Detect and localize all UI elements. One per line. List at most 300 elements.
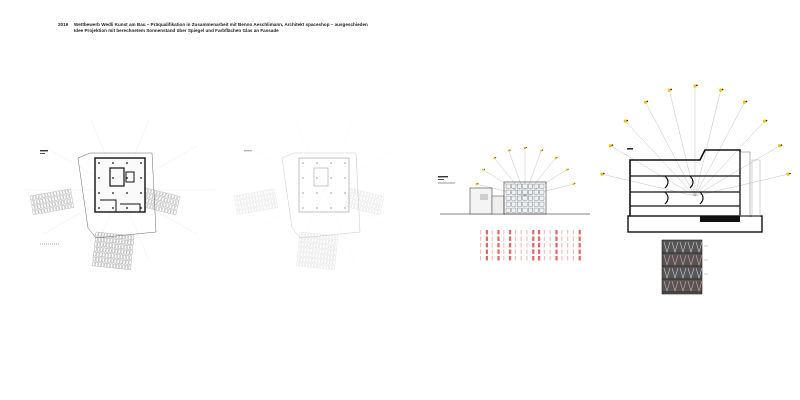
facade-window [523,208,527,212]
parking-stall [310,248,313,252]
parking-stall [148,189,151,193]
parking-stall [177,196,180,200]
parking-stall [272,189,275,193]
parking-stall [315,259,318,263]
pattern-cell [486,250,488,254]
pattern-cell [567,243,568,247]
parking-stall [128,235,131,239]
parking-stall [263,206,266,210]
parking-stall [266,205,269,209]
pattern-cell [573,237,574,241]
facade-window [523,196,527,200]
pattern-cell [503,230,504,234]
sun-dot [574,183,575,184]
pattern-cell [480,243,481,247]
parking-stall [100,248,103,252]
column-dot [112,192,114,194]
column-dot [126,192,128,194]
pattern-cell [532,230,534,234]
context-line [324,146,401,190]
pattern-cell [509,250,511,254]
pattern-cell [567,237,568,241]
parking-stall [130,251,133,255]
parking-stall [300,257,303,261]
parking-stall [129,261,132,265]
parking-stall [168,194,171,198]
pattern-cell [550,243,551,247]
sun-ray [695,90,721,196]
parking-stall [113,264,116,268]
parking-stall [127,250,130,254]
parking-stall [247,198,250,202]
parking-stall [71,204,74,208]
parking-stall [167,199,170,203]
parking-stall [379,206,382,210]
parking-stall [326,265,329,269]
facade-window [523,202,527,206]
pattern-cell [486,256,488,260]
parking-stall [299,242,302,246]
parking-stall [111,259,114,263]
column-dot [140,192,142,194]
sun-dot [746,101,748,103]
facade-window [534,202,538,206]
sun-icon [668,89,671,92]
column-dot [112,177,114,179]
column-dot [112,207,114,209]
parking-stall [96,252,99,256]
column-dot [316,162,318,164]
plan-1-parking-left [30,189,74,215]
facade-window [534,184,538,188]
sun-dot [781,144,783,146]
parking-stall [252,192,255,196]
parking-stall [378,195,381,199]
parking-stall [175,206,178,210]
parking-stall [261,191,264,195]
parking-stall [365,197,368,201]
sun-dot [627,120,629,122]
parking-stall [369,208,372,212]
pattern-cell [521,237,522,241]
sun-icon [719,89,722,92]
parking-stall [122,265,125,269]
parking-stall [259,196,262,200]
parking-stall [332,240,335,244]
parking-stall [329,235,332,239]
parking-stall [40,199,43,203]
sun-dot [603,173,605,175]
pattern-cell [555,250,557,254]
parking-stall [302,262,305,266]
parking-stall [350,198,353,202]
parking-stall [245,209,248,213]
facade-window [540,196,544,200]
parking-stall [160,192,163,196]
sun-icon [743,101,746,104]
parking-stall [51,192,54,196]
sun-icon [493,157,495,159]
parking-stall [235,201,238,205]
pattern-cell [521,243,522,247]
pattern-cell [532,256,534,260]
parking-stall [33,210,36,214]
parking-stall [57,196,60,200]
parking-stall [124,245,127,249]
parking-stall [254,207,257,211]
pattern-cell [492,256,493,260]
parking-stall [271,199,274,203]
parking-stall [320,234,323,238]
facade-window [534,208,538,212]
sun-dot [722,89,724,91]
parking-stall [370,204,373,208]
pattern-cell [579,237,581,241]
parking-stall [253,197,256,201]
parking-stall [367,203,370,207]
building-section [600,84,791,232]
column-dot [302,192,304,194]
parking-stall [168,209,171,213]
parking-stall [322,249,325,253]
facade-window [512,202,516,206]
pattern-cell [544,230,545,234]
parking-stall [41,209,44,213]
facade-window [506,196,510,200]
parking-stall [248,203,251,207]
column-dot [316,192,318,194]
column-dot [140,207,142,209]
parking-stall [334,251,337,255]
pattern-cell [579,230,581,234]
facade-window [528,196,532,200]
parking-stall [327,255,330,259]
parking-stall [56,206,59,210]
parking-stall [114,254,117,258]
parking-stall [157,201,160,205]
parking-stall [371,199,374,203]
sun-ray [525,151,541,196]
pattern-cell [526,230,527,234]
parking-stall [151,200,154,204]
pattern-cell [509,237,511,241]
parking-stall [157,191,160,195]
parking-stall [272,204,275,208]
parking-stall [96,257,99,261]
parking-stall [97,247,100,251]
parking-stall [159,207,162,211]
parking-stall [66,194,69,198]
parking-stall [112,249,115,253]
pattern-cell [544,237,545,241]
parking-stall [372,194,375,198]
parking-stall [332,235,335,239]
sun-ray [625,121,695,196]
parking-stall [274,199,277,203]
sun-dot [477,183,478,184]
parking-stall [304,248,307,252]
parking-stall [324,260,327,264]
pattern-cell [561,243,562,247]
pattern-cell [579,256,581,260]
pattern-cell [492,237,493,241]
description-line-2: Idee Projektion mit berechnetem Sonnenstand über Spiegel und Farbflächen Glas an Fassade [74,28,279,33]
parking-stall [118,249,121,253]
parking-stall [322,244,325,248]
parking-stall [173,211,176,215]
parking-stall [128,266,131,270]
parking-stall [63,195,66,199]
parking-stall [115,244,118,248]
pattern-cell [503,243,504,247]
parking-stall [321,259,324,263]
parking-stall [62,190,65,194]
parking-stall [55,196,58,200]
parking-stall [349,188,352,192]
parking-stall [360,206,363,210]
parking-stall [101,243,104,247]
pattern-cell [486,237,488,241]
pattern-cell [538,256,540,260]
floor-plan-1 [25,119,215,270]
facade-window [540,202,544,206]
pattern-cell [497,256,499,260]
parking-stall [165,208,168,212]
parking-stall [127,245,130,249]
parking-stall [308,263,311,267]
pattern-cell [492,230,493,234]
parking-stall [128,240,131,244]
parking-stall [264,190,267,194]
facade-window [534,196,538,200]
elevation-small-facade [506,184,544,212]
parking-stall [120,255,123,259]
parking-stall [162,192,165,196]
pattern-cell [532,237,534,241]
parking-stall [173,200,176,204]
parking-stall [366,208,369,212]
parking-stall [273,194,276,198]
sun-dot [556,157,557,158]
column-dot [302,177,304,179]
pattern-cell [538,230,540,234]
parking-stall [251,203,254,207]
column-dot [344,207,346,209]
sun-dot [526,147,527,148]
sun-icon [787,173,790,176]
parking-stall [30,196,33,200]
facade-window [540,190,544,194]
parking-stall [316,249,319,253]
parking-stall [155,196,158,200]
parking-stall [60,190,63,194]
parking-stall [243,194,246,198]
parking-stall [376,205,379,209]
pattern-cell [509,230,511,234]
parking-stall [166,204,169,208]
parking-stall [366,192,369,196]
pattern-cell [544,243,545,247]
parking-stall [361,201,364,205]
parking-stall [121,250,124,254]
parking-stall [112,244,115,248]
parking-stall [373,204,376,208]
parking-stall [275,204,278,208]
parking-stall [102,258,105,262]
parking-stall [259,201,262,205]
parking-stall [43,198,46,202]
parking-stall [39,209,42,213]
parking-stall [123,255,126,259]
parking-stall [99,257,102,261]
parking-stall [147,204,150,208]
parking-stall [150,205,153,209]
parking-stall [102,253,105,257]
pattern-cell [492,250,493,254]
elevation-small-sun-icons [475,147,575,185]
pattern-cell [486,230,488,234]
parking-stall [328,245,331,249]
parking-stall [108,253,111,257]
parking-stall [69,194,72,198]
parking-stall [256,197,259,201]
parking-stall [375,195,378,199]
pattern-cell [573,250,574,254]
parking-stall [368,198,371,202]
parking-stall [237,195,240,199]
pattern-cell [503,256,504,260]
sun-icon [524,147,526,149]
parking-stall [59,206,62,210]
parking-stall [32,205,35,209]
parking-stall [36,195,39,199]
parking-stall [126,255,129,259]
parking-stall [257,207,260,211]
pattern-cell [486,243,488,247]
parking-stall [31,201,34,205]
column-dot [330,162,332,164]
parking-stall [245,204,248,208]
parking-stall [49,197,52,201]
parking-stall [380,201,383,205]
parking-stall [50,207,53,211]
parking-stall [147,194,150,198]
sun-dot [495,157,496,158]
pattern-cell [538,237,540,241]
parking-stall [123,260,126,264]
parking-stall [93,257,96,261]
parking-stall [300,232,303,236]
pattern-cell [515,250,516,254]
parking-stall [37,200,40,204]
sun-dot [568,169,569,170]
parking-stall [120,260,123,264]
parking-stall [110,264,113,268]
parking-stall [308,238,311,242]
parking-stall [170,199,173,203]
parking-stall [305,263,308,267]
pattern-cell [544,250,545,254]
parking-stall [297,257,300,261]
pattern-cell [555,256,557,260]
parking-stall [330,255,333,259]
parking-stall [311,263,314,267]
pattern-cell [567,256,568,260]
parking-stall [105,258,108,262]
parking-stall [377,200,380,204]
parking-stall [125,265,128,269]
parking-stall [68,204,71,208]
parking-stall [314,264,317,268]
parking-stall [55,201,58,205]
parking-stall [67,199,70,203]
parking-stall [172,205,175,209]
parking-stall [119,265,122,269]
pattern-cell [521,256,522,260]
parking-stall [315,254,318,258]
parking-stall [246,194,249,198]
facade-elevation [662,240,708,294]
plan-1-parking-right [141,188,180,215]
sun-icon [572,183,574,185]
pattern-cell [573,230,574,234]
parking-stall [95,242,98,246]
parking-stall [98,242,101,246]
parking-stall [352,199,355,203]
facade-window [528,208,532,212]
parking-stall [249,193,252,197]
facade-window [506,208,510,212]
parking-stall [45,193,48,197]
parking-stall [129,256,132,260]
parking-stall [34,200,37,204]
parking-stall [268,200,271,204]
parking-stall [333,261,336,265]
sun-dot [647,101,649,103]
parking-stall [48,192,51,196]
parking-stall [270,194,273,198]
parking-stall [124,250,127,254]
parking-stall [363,207,366,211]
sun-dot [612,144,614,146]
facade-window [517,184,521,188]
parking-stall [316,244,319,248]
pattern-cell [579,250,581,254]
parking-stall [102,233,105,237]
parking-stall [117,259,120,263]
pattern-cell [532,243,534,247]
pattern-cell [538,243,540,247]
parking-stall [108,258,111,262]
parking-stall [355,200,358,204]
parking-stall [306,233,309,237]
parking-stall [33,195,36,199]
parking-stall [262,201,265,205]
parking-stall [156,206,159,210]
parking-stall [313,248,316,252]
sun-ray [645,102,695,196]
sun-dot [696,85,698,87]
parking-stall [250,198,253,202]
pattern-cell [561,256,562,260]
facade-window [506,202,510,206]
sun-ray [669,90,695,196]
elevation-small [438,147,590,214]
parking-stall [148,199,151,203]
facade-window [512,196,516,200]
parking-stall [300,252,303,256]
sun-dot [510,150,511,151]
